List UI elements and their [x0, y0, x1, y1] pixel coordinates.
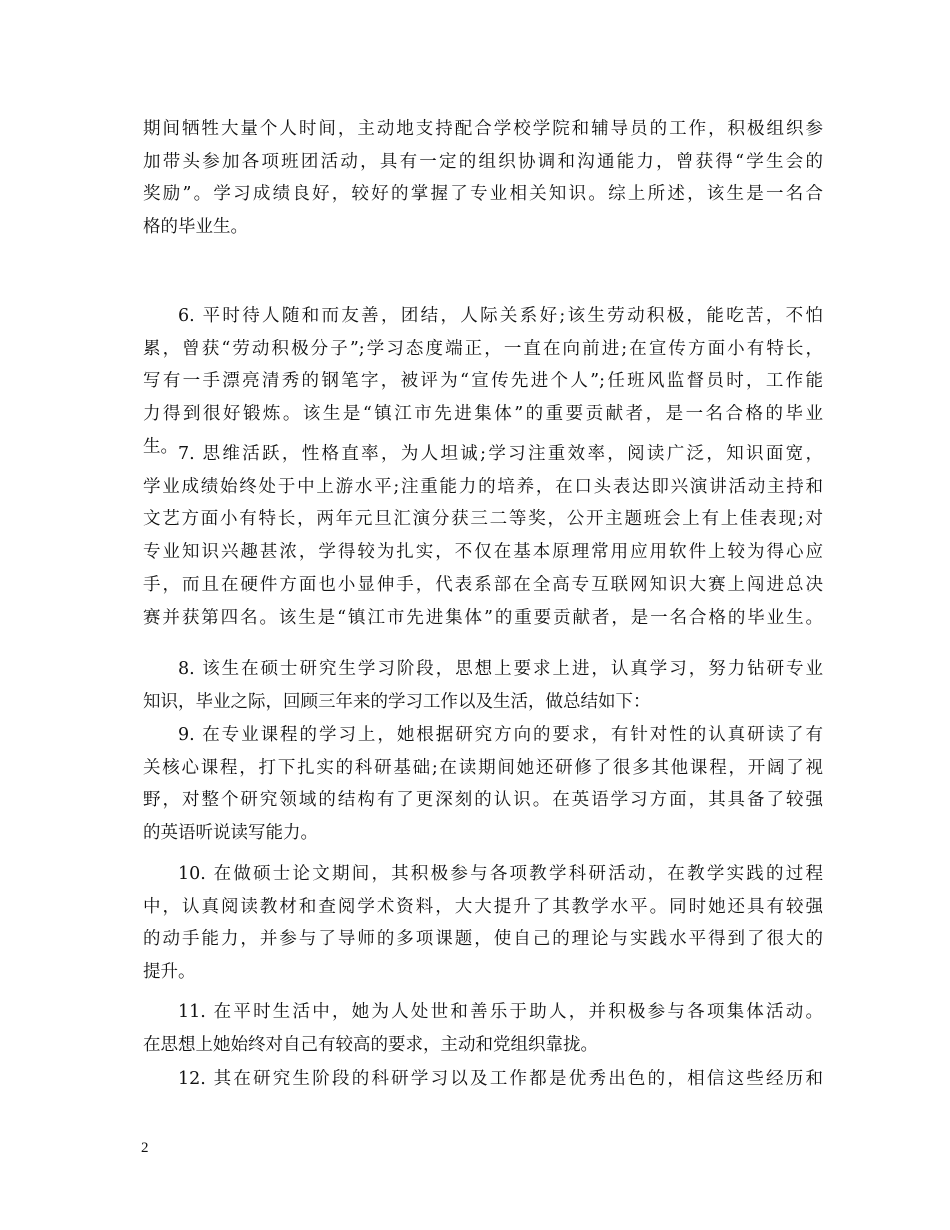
text-line: 生。 — [143, 437, 178, 457]
text-line: 9. 在专业课程的学习上，她根据研究方向的要求，有针对性的认真研读了有 — [178, 725, 823, 745]
text-line: 10. 在做硕士论文期间，其积极参与各项教学科研活动，在教学实践的过程 — [178, 864, 823, 884]
page-number: 2 — [141, 1140, 149, 1156]
text-line: 文艺方面小有特长，两年元旦汇演分获三二等奖，公开主题班会上有上佳表现;对 — [143, 509, 823, 529]
text-line: 的动手能力，并参与了导师的多项课题，使自己的理论与实践水平得到了很大的 — [143, 929, 823, 949]
text-line: 力得到很好锻炼。该生是“镇江市先进集体”的重要贡献者，是一名合格的毕业 — [143, 404, 823, 424]
text-line: 奖励”。学习成绩良好，较好的掌握了专业相关知识。综上所述，该生是一名合 — [143, 184, 823, 204]
text-line: 在思想上她始终对自己有较高的要求，主动和党组织靠拢。 — [143, 1035, 598, 1055]
text-line: 关核心课程，打下扎实的科研基础;在读期间她还研修了很多其他课程，开阔了视 — [143, 758, 823, 778]
text-line: 累，曾获“劳动积极分子”;学习态度端正，一直在向前进;在宣传方面小有特长， — [143, 339, 823, 359]
text-line: 格的毕业生。 — [143, 217, 248, 237]
text-line: 写有一手漂亮清秀的钢笔字，被评为“宣传先进个人”;任班风监督员时，工作能 — [143, 371, 823, 391]
text-line: 提升。 — [143, 962, 196, 982]
text-line: 6. 平时待人随和而友善，团结，人际关系好;该生劳动积极，能吃苦，不怕 — [178, 306, 823, 326]
text-line: 赛并获第四名。该生是“镇江市先进集体”的重要贡献者，是一名合格的毕业生。 — [143, 608, 823, 628]
text-line: 期间牺牲大量个人时间，主动地支持配合学校学院和辅导员的工作，积极组织参 — [143, 119, 823, 139]
text-line: 12. 其在研究生阶段的科研学习以及工作都是优秀出色的，相信这些经历和 — [178, 1069, 823, 1089]
text-line: 野，对整个研究领域的结构有了更深刻的认识。在英语学习方面，其具备了较强 — [143, 790, 823, 810]
text-line: 知识，毕业之际，回顾三年来的学习工作以及生活，做总结如下： — [143, 692, 651, 712]
text-line: 8. 该生在硕士研究生学习阶段，思想上要求上进，认真学习，努力钻研专业 — [178, 659, 823, 679]
text-line: 学业成绩始终处于中上游水平;注重能力的培养，在口头表达即兴演讲活动主持和 — [143, 477, 823, 497]
text-line: 11. 在平时生活中，她为人处世和善乐于助人，并积极参与各项集体活动。 — [178, 1002, 823, 1022]
text-line: 加带头参加各项班团活动，具有一定的组织协调和沟通能力，曾获得“学生会的 — [143, 152, 823, 172]
text-line: 专业知识兴趣甚浓，学得较为扎实，不仅在基本原理常用应用软件上较为得心应 — [143, 542, 823, 562]
text-line: 7. 思维活跃，性格直率，为人坦诚;学习注重效率，阅读广泛，知识面宽， — [178, 444, 823, 464]
text-line: 手，而且在硬件方面也小显伸手，代表系部在全高专互联网知识大赛上闯进总决 — [143, 575, 823, 595]
text-line: 的英语听说读写能力。 — [143, 823, 318, 843]
text-line: 中，认真阅读教材和查阅学术资料，大大提升了其教学水平。同时她还具有较强 — [143, 897, 823, 917]
